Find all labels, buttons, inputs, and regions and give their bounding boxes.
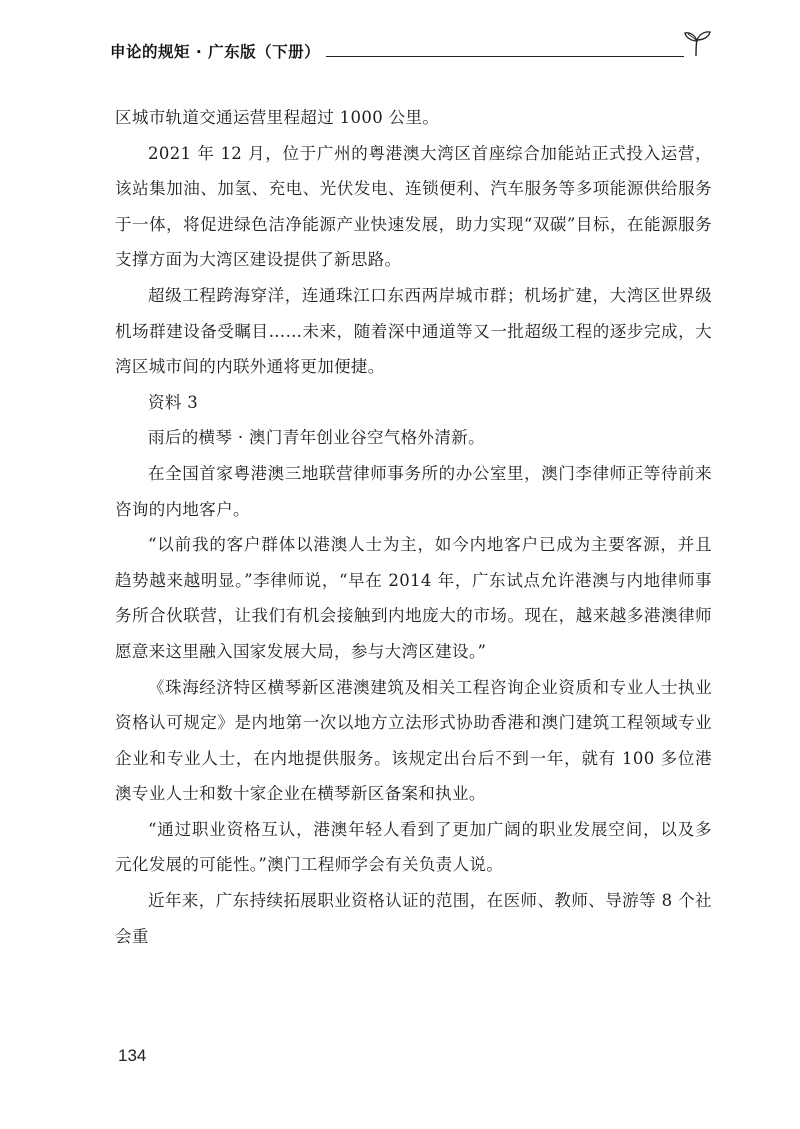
running-header-title: 申论的规矩 · 广东版（下册） xyxy=(110,43,321,61)
paragraph: 超级工程跨海穿洋，连通珠江口东西两岸城市群；机场扩建，大湾区世界级机场群建设备受瞩目……未来，随着深中通道等又一批超级工程的逐步完成，大湾区城市间的内联外通将更加便捷。 xyxy=(115,285,712,377)
paragraph: 在全国首家粤港澳三地联营律师事务所的办公室里，澳门李律师正等待前来咨询的内地客户。 xyxy=(115,463,712,519)
paragraph-continuation: 区城市轨道交通运营里程超过 1000 公里。 xyxy=(115,108,440,127)
running-header xyxy=(110,36,710,66)
header-rule xyxy=(326,56,684,57)
paragraph: 近年来，广东持续拓展职业资格认证的范围，在医师、教师、导游等 8 个社会重 xyxy=(115,891,712,946)
paragraph: 雨后的横琴 · 澳门青年创业谷空气格外清新。 xyxy=(148,428,485,448)
paragraph: “通过职业资格互认，港澳年轻人看到了更加广阔的职业发展空间，以及多元化发展的可能性。”澳门工程师学会有关负责人说。 xyxy=(115,819,712,875)
section-heading-material-3: 资料 3 xyxy=(148,392,199,412)
page-body xyxy=(115,100,712,954)
sprout-icon xyxy=(680,28,714,58)
page-number: 134 xyxy=(118,1046,147,1065)
paragraph: “以前我的客户群体以港澳人士为主，如今内地客户已成为主要客源，并且趋势越来越明显。”李律师说，“早在 2014 年，广东试点允许港澳与内地律师事务所合伙联营，让我们有机会接触到内地庞大的市场。现在，越来越多港澳律师愿意来这里融入国家发展大局，参与大湾区建设。” xyxy=(115,535,712,661)
paragraph: 《珠海经济特区横琴新区港澳建筑及相关工程咨询企业资质和专业人士执业资格认可规定》是内地第一次以地方立法形式协助香港和澳门建筑工程领域专业企业和专业人士，在内地提供服务。该规定出台后不到一年，就有 100 多位港澳专业人士和数十家企业在横琴新区备案和执业。 xyxy=(115,677,712,804)
paragraph: 2021 年 12 月，位于广州的粤港澳大湾区首座综合加能站正式投入运营，该站集加油、加氢、充电、光伏发电、连锁便利、汽车服务等多项能源供给服务于一体，将促进绿色洁净能源产业快速发展，助力实现“双碳”目标，在能源服务支撑方面为大湾区建设提供了新思路。 xyxy=(115,143,712,270)
